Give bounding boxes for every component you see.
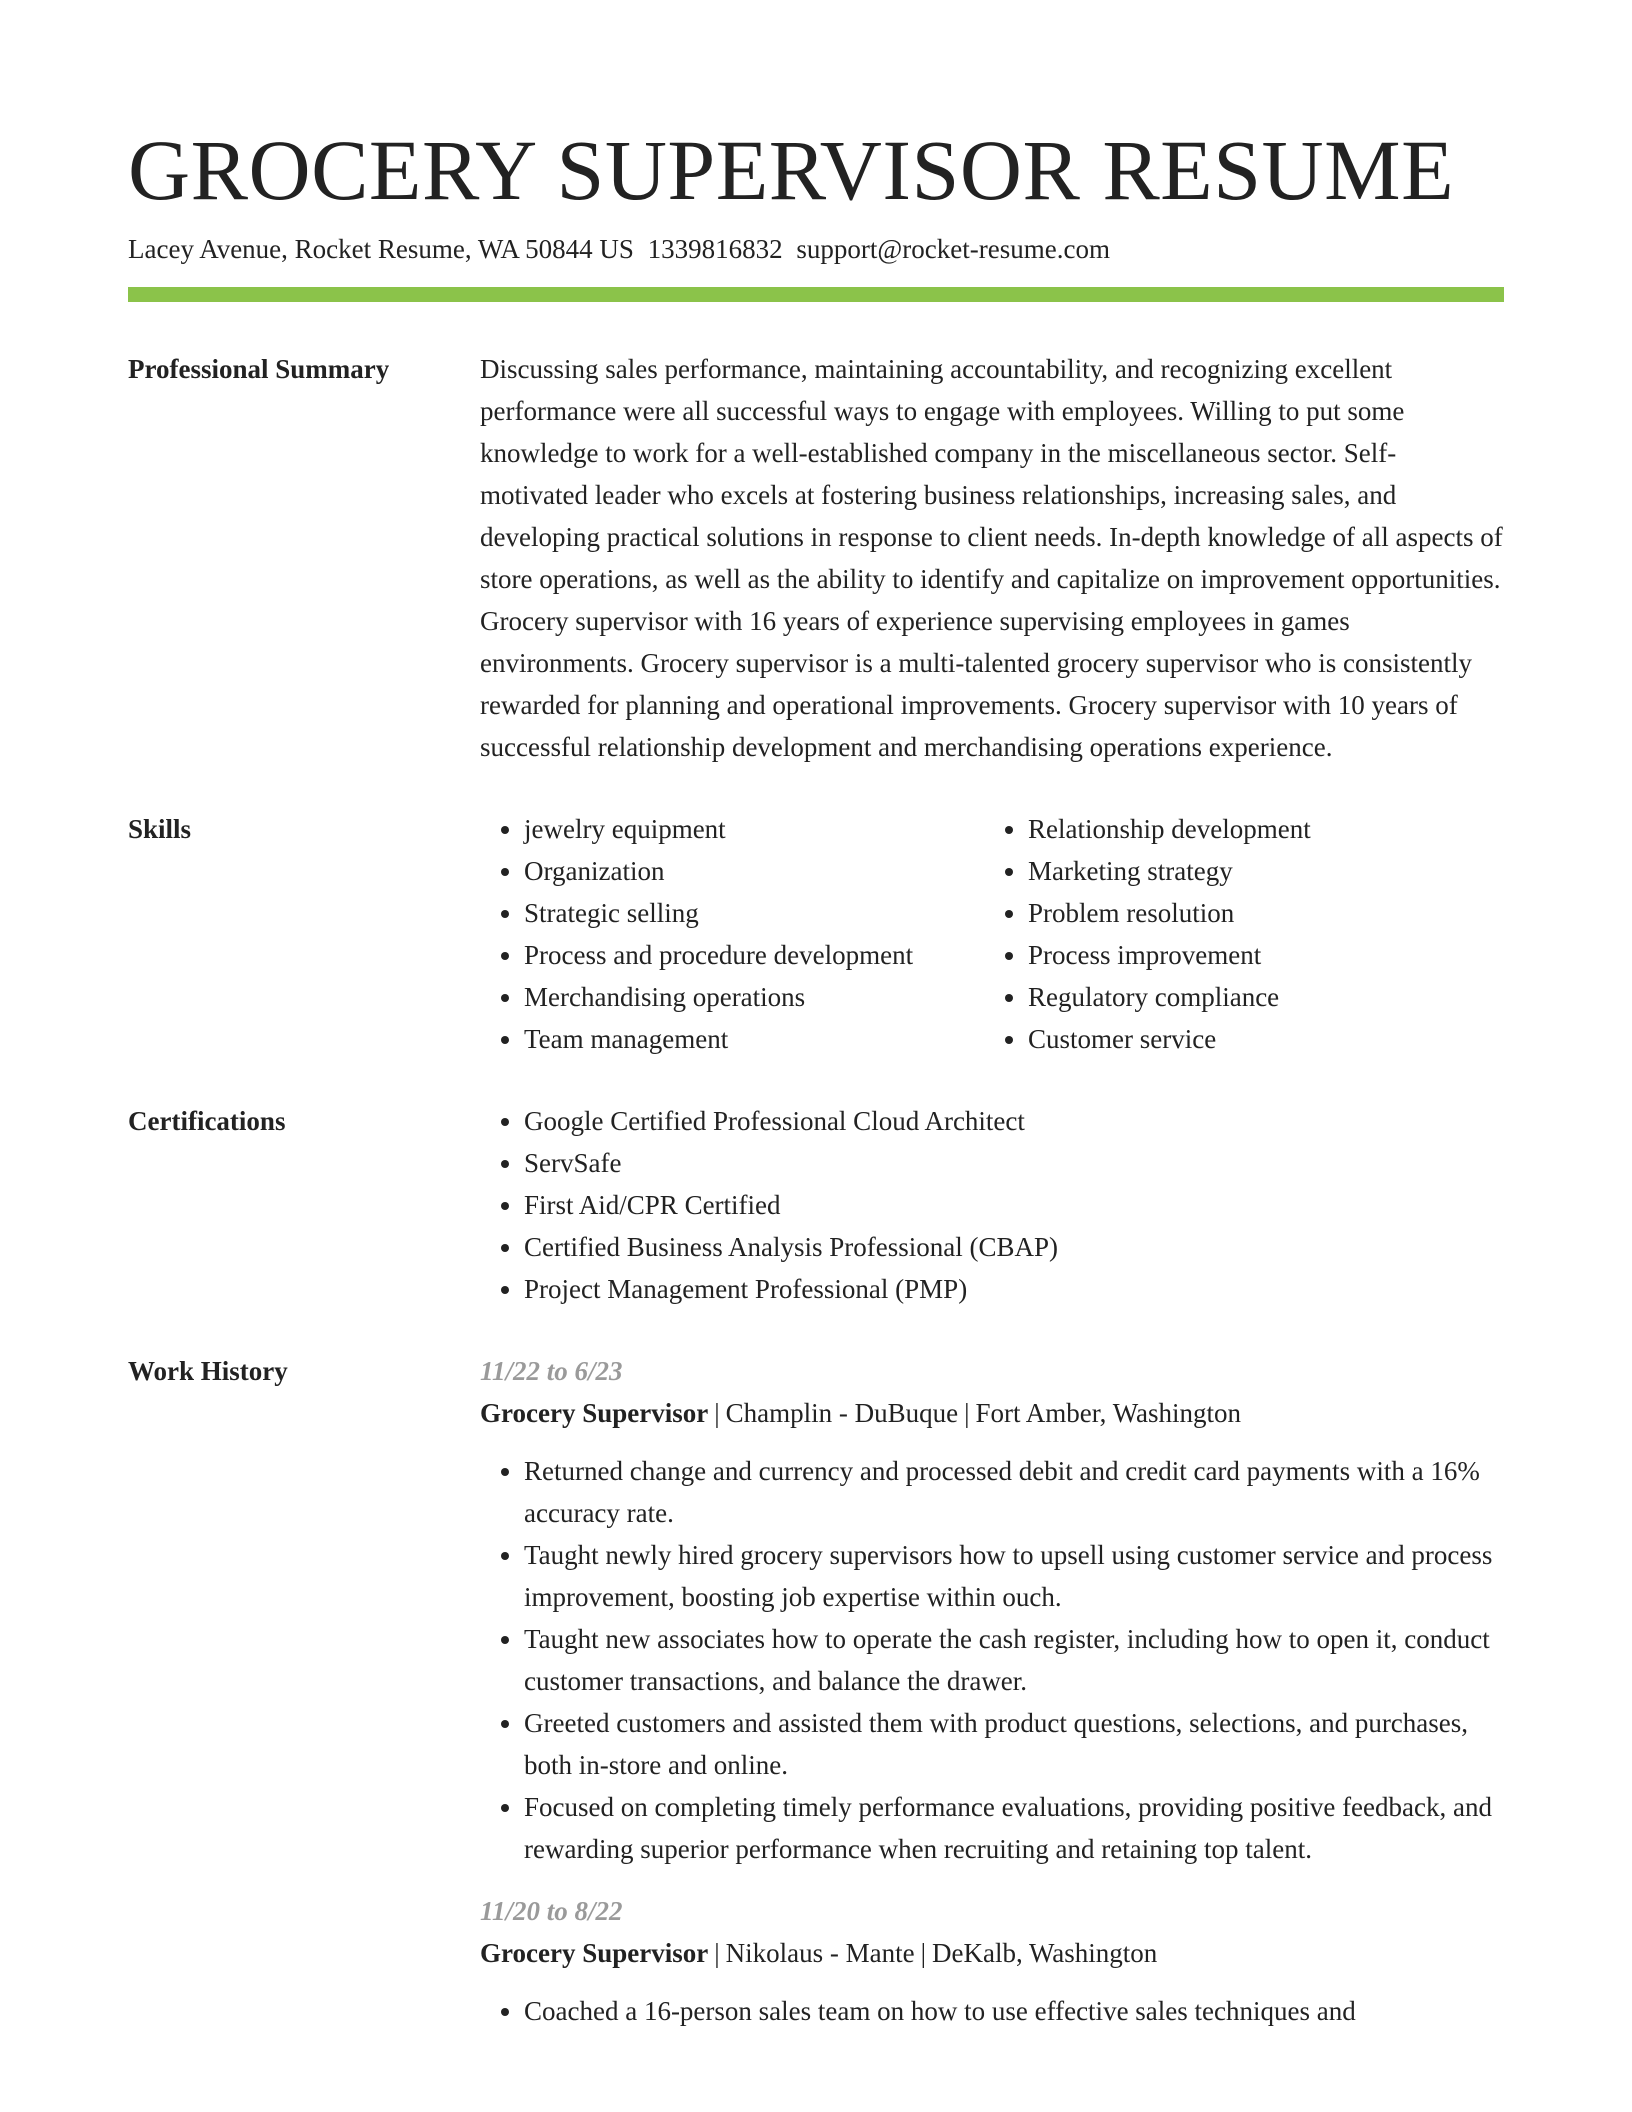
job-heading: [480, 1392, 1504, 1434]
job-title: Grocery Supervisor: [480, 1398, 709, 1428]
job-company: Champlin - DuBuque: [725, 1398, 959, 1428]
summary-label: Professional Summary: [128, 354, 390, 384]
job-location: Fort Amber, Washington: [975, 1398, 1242, 1428]
certification-item: • Project Management Professional (PMP): [524, 1268, 1504, 1310]
work-history-body: [480, 1350, 1504, 2052]
skill-item: • Marketing strategy: [1028, 850, 1311, 892]
certification-item: • ServSafe: [524, 1142, 1504, 1184]
job-bullets: [480, 1450, 1504, 1870]
certification-item: • Certified Business Analysis Professional (CBAP): [524, 1226, 1504, 1268]
job-bullet: • Taught new associates how to operate the cash register, including how to open it, conduct customer transactions, and balance the drawer.: [524, 1618, 1504, 1702]
job-company: Nikolaus - Mante: [725, 1938, 915, 1968]
skill-item: • Strategic selling: [524, 892, 984, 934]
job-title: Grocery Supervisor: [480, 1938, 709, 1968]
certifications-body: [480, 1100, 1504, 1310]
contact-address: Lacey Avenue, Rocket Resume, WA 50844 US: [128, 234, 634, 264]
skills-body: [480, 808, 1504, 1060]
skill-item: • jewelry equipment: [524, 808, 984, 850]
resume-title: GROCERY SUPERVISOR RESUME: [128, 122, 1455, 218]
job-bullet: • Focused on completing timely performance evaluations, providing positive feedback, and rewarding superior performance when recruiting and retaining top talent.: [524, 1786, 1504, 1870]
resume-page: [128, 0, 1504, 2052]
job-location: DeKalb, Washington: [932, 1938, 1158, 1968]
skill-item: • Customer service: [1028, 1018, 1311, 1060]
job-bullet: • Returned change and currency and processed debit and credit card payments with a 16% accuracy rate.: [524, 1450, 1504, 1534]
job-entry: [480, 1350, 1504, 1870]
job-separator: |: [714, 1938, 720, 1968]
skills-section: [128, 808, 1504, 1060]
skill-item: • Merchandising operations: [524, 976, 984, 1018]
skill-item: • Organization: [524, 850, 984, 892]
skills-label: Skills: [128, 814, 192, 844]
job-dates: 11/20 to 8/22: [480, 1896, 623, 1926]
job-bullet: • Greeted customers and assisted them with product questions, selections, and purchases, both in-store and online.: [524, 1702, 1504, 1786]
job-entry: [480, 1890, 1504, 2032]
summary-section: [128, 348, 1504, 768]
job-separator: |: [964, 1398, 970, 1428]
skill-item: • Process and procedure development: [524, 934, 984, 976]
skill-item: • Relationship development: [1028, 808, 1311, 850]
job-bullet: • Coached a 16-person sales team on how to use effective sales techniques and: [524, 1990, 1504, 2032]
certifications-section: [128, 1100, 1504, 1310]
summary-text: Discussing sales performance, maintaining accountability, and recognizing excellent performance were all successful ways to engage with employees. Willing to put some knowledge to work for a well-established company in the miscellaneous sector. Self-motivated leader who excels at fostering business relationships, increasing sales, and developing practical solutions in response to client needs. In-depth knowledge of all aspects of store operations, as well as the ability to identify and capitalize on improvement opportunities. Grocery supervisor with 16 years of experience supervising employees in games environments. Grocery supervisor is a multi-talented grocery supervisor who is consistently rewarded for planning and operational improvements. Grocery supervisor with 10 years of successful relationship development and merchandising operations experience.: [480, 354, 1503, 762]
skill-item: • Process improvement: [1028, 934, 1311, 976]
skills-column-left: [480, 808, 984, 1060]
contact-phone: 1339816832: [647, 234, 783, 264]
job-separator: |: [714, 1398, 720, 1428]
certification-item: • First Aid/CPR Certified: [524, 1184, 1504, 1226]
work-history-label: Work History: [128, 1356, 288, 1386]
skills-column-right: [984, 808, 1311, 1060]
skill-item: • Regulatory compliance: [1028, 976, 1311, 1018]
certification-item: • Google Certified Professional Cloud Architect: [524, 1100, 1504, 1142]
job-separator: |: [920, 1938, 926, 1968]
job-dates: 11/22 to 6/23: [480, 1356, 623, 1386]
summary-body: [480, 348, 1504, 768]
job-bullets: [480, 1990, 1504, 2032]
job-heading: [480, 1932, 1504, 1974]
job-bullet: • Taught newly hired grocery supervisors how to upsell using customer service and process improvement, boosting job expertise within ouch.: [524, 1534, 1504, 1618]
contact-email: support@rocket-resume.com: [796, 234, 1110, 264]
certifications-list: [480, 1100, 1504, 1310]
certifications-label: Certifications: [128, 1106, 286, 1136]
contact-line: [128, 231, 1504, 267]
skill-item: • Team management: [524, 1018, 984, 1060]
work-history-section: [128, 1350, 1504, 2052]
skill-item: • Problem resolution: [1028, 892, 1311, 934]
accent-divider: [128, 287, 1504, 302]
